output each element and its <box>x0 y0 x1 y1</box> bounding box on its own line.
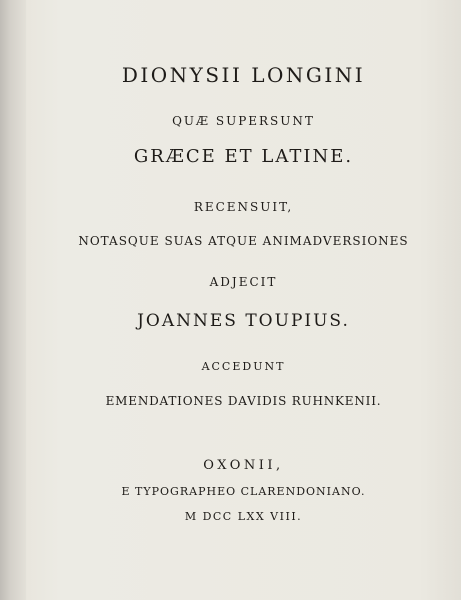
emendations-line: EMENDATIONES DAVIDIS RUHNKENII. <box>105 394 382 408</box>
language-line: GRÆCE ET LATINE. <box>133 146 354 167</box>
accedunt-line: ACCEDUNT <box>201 360 286 373</box>
subtitle-line: QUÆ SUPERSUNT <box>172 114 315 128</box>
place-of-publication: OXONII, <box>203 458 284 473</box>
editor-name: JOANNES TOUPIUS. <box>137 311 350 331</box>
notes-line: NOTASQUE SUAS ATQUE ANIMADVERSIONES <box>78 234 409 248</box>
publication-year: M DCC LXX VIII. <box>184 510 303 523</box>
printer-line: E TYPOGRAPHEO CLARENDONIANO. <box>121 485 366 498</box>
adjecit-line: ADJECIT <box>209 275 278 289</box>
recensuit-line: RECENSUIT, <box>193 200 294 214</box>
author-title: DIONYSII LONGINI <box>121 63 366 87</box>
book-binding-edge <box>0 0 26 600</box>
